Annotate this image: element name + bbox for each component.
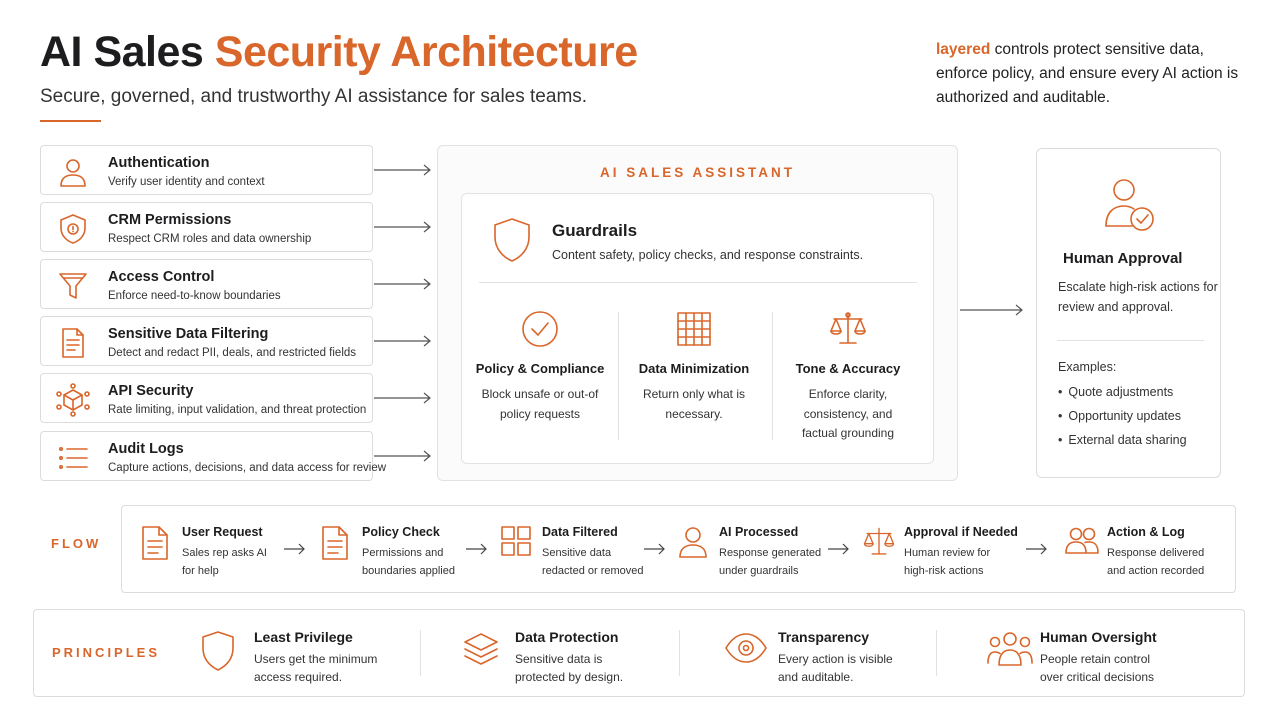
intro-body: controls protect sensitive data, enforce policy, and ensure every AI action is authorized and auditable.	[936, 41, 1239, 106]
examples-list	[1058, 385, 1187, 457]
step-desc: Sales rep asks AI for help	[182, 547, 267, 577]
eye-icon	[724, 630, 768, 666]
page-subtitle: Secure, governed, and trustworthy AI assistance for sales teams.	[40, 86, 588, 107]
principle-desc: Users get the minimum access required.	[254, 652, 378, 684]
tone-accuracy-column	[773, 309, 923, 444]
control-card-api-security	[40, 373, 373, 423]
step-title: Action & Log	[1107, 525, 1185, 539]
users-icon	[1065, 525, 1099, 557]
intro-highlight: layered	[936, 41, 991, 58]
control-card-sensitive-data-filtering	[40, 316, 373, 366]
column-desc: Return only what is necessary.	[642, 387, 746, 421]
step-title: Data Filtered	[542, 525, 618, 539]
principle-title: Human Oversight	[1040, 629, 1157, 645]
approval-title: Human Approval	[1063, 250, 1183, 267]
control-title: CRM Permissions	[108, 212, 232, 228]
flow-arrow	[642, 542, 668, 556]
document-icon	[140, 525, 170, 561]
data-minimization-column	[619, 309, 769, 424]
guardrails-panel	[461, 193, 934, 464]
step-desc: Sensitive data redacted or removed	[542, 547, 644, 577]
divider	[1057, 340, 1204, 341]
assistant-label: AI SALES ASSISTANT	[599, 165, 795, 180]
step-title: User Request	[182, 525, 263, 539]
list-item: • External data sharing	[1058, 433, 1187, 457]
control-card-crm-permissions	[40, 202, 373, 252]
divider	[479, 282, 917, 283]
scale-icon	[862, 525, 896, 559]
guardrails-desc: Content safety, policy checks, and response constraints.	[552, 248, 864, 262]
check-circle-icon	[520, 309, 560, 349]
approval-desc: Escalate high-risk actions for review and approval.	[1058, 280, 1218, 314]
funnel-icon	[55, 268, 91, 304]
title-underline	[40, 120, 101, 122]
intro-text	[936, 38, 1246, 110]
flow-label: FLOW	[51, 536, 102, 551]
list-item: • Quote adjustments	[1058, 385, 1187, 409]
grid-icon	[500, 525, 532, 557]
control-card-authentication	[40, 145, 373, 195]
control-title: Sensitive Data Filtering	[108, 326, 269, 342]
shield-icon	[55, 211, 91, 247]
control-desc: Capture actions, decisions, and data access for review	[108, 462, 387, 474]
divider	[420, 630, 421, 676]
users-group-icon	[986, 630, 1034, 668]
shield-icon	[491, 216, 533, 264]
control-desc: Detect and redact PII, deals, and restricted fields	[108, 347, 357, 359]
flow-arrow	[282, 542, 308, 556]
column-title: Data Minimization	[638, 361, 750, 376]
title-accent: Security Architecture	[214, 28, 638, 76]
principle-title: Transparency	[778, 629, 870, 645]
principles-label: PRINCIPLES	[52, 645, 161, 660]
step-title: AI Processed	[719, 525, 799, 539]
column-desc: Block unsafe or out-of policy requests	[481, 387, 599, 421]
flow-arrow	[1024, 542, 1050, 556]
principle-title: Data Protection	[515, 629, 619, 645]
control-title: Authentication	[108, 155, 210, 171]
layers-icon	[461, 630, 501, 670]
user-icon	[55, 154, 91, 190]
guardrails-title: Guardrails	[552, 221, 638, 240]
grid-icon	[674, 309, 714, 349]
divider	[936, 630, 937, 676]
list-item: • Opportunity updates	[1058, 409, 1187, 433]
step-title: Policy Check	[362, 525, 440, 539]
user-check-icon	[1102, 176, 1158, 234]
flow-arrow	[826, 542, 852, 556]
step-desc: Response generated under guardrails	[719, 547, 822, 577]
policy-compliance-column	[465, 309, 615, 424]
flow-panel	[121, 505, 1236, 593]
step-desc: Permissions and boundaries applied	[362, 547, 455, 577]
control-title: Audit Logs	[108, 441, 184, 457]
control-desc: Enforce need-to-know boundaries	[108, 290, 281, 302]
principle-desc: Every action is visible and auditable.	[778, 652, 893, 684]
control-desc: Rate limiting, input validation, and threat protection	[108, 404, 367, 416]
examples-label: Examples:	[1058, 360, 1117, 374]
user-icon	[677, 525, 709, 559]
control-card-audit-logs	[40, 431, 387, 481]
human-approval-panel	[1036, 148, 1221, 478]
step-desc: Human review for high-risk actions	[904, 547, 991, 577]
divider	[679, 630, 680, 676]
title-main: AI Sales	[40, 28, 215, 76]
shield-icon	[200, 630, 236, 672]
control-desc: Respect CRM roles and data ownership	[108, 233, 312, 245]
cube-network-icon	[55, 382, 91, 418]
control-desc: Verify user identity and context	[108, 176, 265, 188]
principle-desc: Sensitive data is protected by design.	[515, 652, 624, 684]
control-arrows	[372, 140, 436, 480]
column-title: Tone & Accuracy	[795, 361, 901, 376]
control-title: Access Control	[108, 269, 215, 285]
list-icon	[55, 440, 91, 476]
control-title: API Security	[108, 383, 194, 399]
flow-arrow	[464, 542, 490, 556]
principle-desc: People retain control over critical decisions	[1040, 652, 1155, 684]
document-icon	[55, 325, 91, 361]
control-card-access-control	[40, 259, 373, 309]
column-title: Policy & Compliance	[475, 361, 605, 376]
approval-arrow	[958, 300, 1026, 320]
ai-sales-assistant-panel	[437, 145, 958, 481]
page-title	[40, 28, 638, 77]
principles-panel	[33, 609, 1245, 697]
principle-title: Least Privilege	[254, 629, 353, 645]
step-desc: Response delivered and action recorded	[1107, 547, 1205, 577]
scale-icon	[828, 309, 868, 349]
document-icon	[320, 525, 350, 561]
column-desc: Enforce clarity, consistency, and factual grounding	[801, 387, 895, 440]
step-title: Approval if Needed	[904, 525, 1018, 539]
